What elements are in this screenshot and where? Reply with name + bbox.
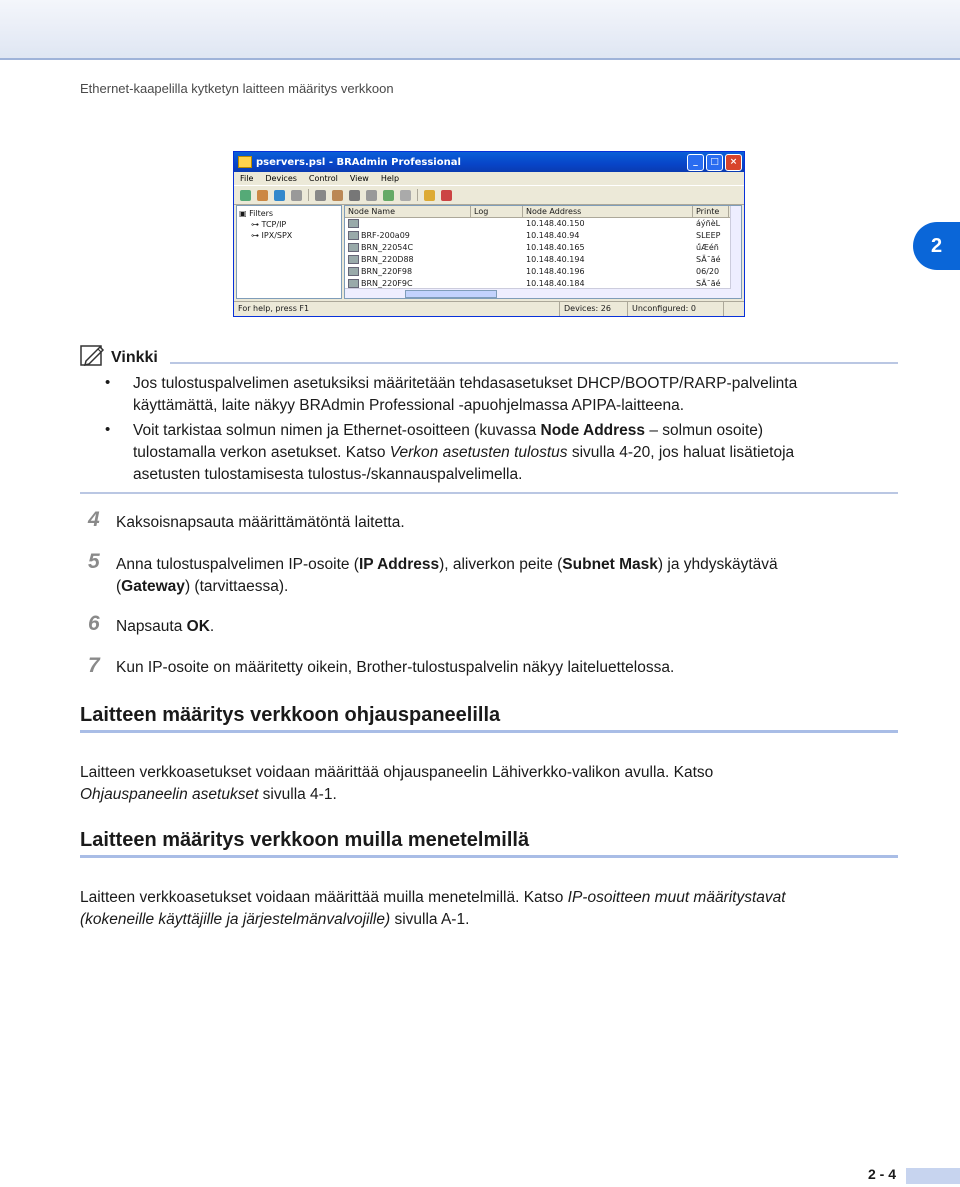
section-2-para-line-1: Laitteen verkkoasetukset voidaan määrittää muilla menetelmillä. Katso IP-osoitteen muut määritystavat bbox=[80, 889, 786, 906]
page-number-bar bbox=[906, 1168, 960, 1184]
section-2-para-line-2: (kokeneille käyttäjille ja järjestelmänvalvojille) sivulla A-1. bbox=[80, 911, 470, 928]
col-log: Log bbox=[471, 206, 523, 217]
about-icon bbox=[441, 190, 452, 201]
properties-icon bbox=[332, 190, 343, 201]
network-icon bbox=[400, 190, 411, 201]
link-ip-other-methods[interactable]: IP-osoitteen muut määritystavat bbox=[567, 889, 786, 906]
app-icon bbox=[238, 156, 252, 168]
section-rule bbox=[80, 730, 898, 733]
section-rule bbox=[80, 855, 898, 858]
tree-item-ipxspx: ⊶ IPX/SPX bbox=[251, 231, 293, 240]
menu-control: Control bbox=[308, 174, 338, 183]
menu-help: Help bbox=[380, 174, 400, 183]
printer-icon bbox=[348, 231, 359, 240]
step-number: 4 bbox=[88, 508, 100, 531]
section-heading-other-methods: Laitteen määritys verkkoon muilla menetelmillä bbox=[80, 829, 530, 851]
menu-devices: Devices bbox=[265, 174, 297, 183]
minimize-icon: _ bbox=[687, 154, 704, 171]
note-bullet-2-line-2: tulostamalla verkon asetukset. Katso Verkon asetusten tulostus sivulla 4-20, jos haluat lisätietoja bbox=[133, 444, 795, 461]
list-item: 10.148.40.150 áýñèL bbox=[345, 218, 741, 230]
note-bullet-2-line-1: Voit tarkistaa solmun nimen ja Ethernet-osoitteen (kuvassa Node Address – solmun osoite) bbox=[133, 422, 764, 439]
note-pencil-icon bbox=[80, 343, 106, 367]
link-ip-other-methods-cont[interactable]: (kokeneille käyttäjille ja järjestelmänvalvojille) bbox=[80, 911, 391, 928]
note-title: Vinkki bbox=[111, 349, 158, 366]
status-bar bbox=[234, 301, 744, 316]
upload-icon bbox=[383, 190, 394, 201]
chapter-tab: 2 bbox=[913, 222, 960, 270]
note-bullet-1-line-1: Jos tulostuspalvelimen asetuksiksi määritetään tehdasasetukset DHCP/BOOTP/RARP-palvelinta bbox=[133, 375, 798, 392]
bradmin-screenshot bbox=[233, 151, 745, 317]
list-item: BRN_22054C 10.148.40.165 ú̈Æéñ bbox=[345, 242, 741, 254]
printer-icon bbox=[348, 267, 359, 276]
printer-icon bbox=[348, 243, 359, 252]
close-icon: × bbox=[725, 154, 742, 171]
step-4-text: Kaksoisnapsauta määrittämätöntä laitetta. bbox=[116, 514, 405, 531]
tree-root: ▣ Filters bbox=[239, 209, 274, 218]
device-icon bbox=[349, 190, 360, 201]
printer-icon bbox=[291, 190, 302, 201]
list-item: BRN_220D88 10.148.40.194 SÄ¯ãé bbox=[345, 254, 741, 266]
section-1-para-line-1: Laitteen verkkoasetukset voidaan määrittää ohjauspaneelin Lähiverkko-valikon avulla. Katso bbox=[80, 764, 714, 781]
horizontal-scrollbar bbox=[345, 288, 731, 298]
bullet-dot: • bbox=[105, 421, 111, 438]
section-1-para-line-2: Ohjauspaneelin asetukset sivulla 4-1. bbox=[80, 786, 337, 803]
col-node-address: Node Address bbox=[523, 206, 693, 217]
section-heading-control-panel: Laitteen määritys verkkoon ohjauspaneelilla bbox=[80, 704, 501, 726]
printer-icon bbox=[348, 279, 359, 288]
step-number: 7 bbox=[88, 654, 100, 677]
note-bullet-1-line-2: käyttämättä, laite näkyy BRAdmin Professional -apuohjelmassa APIPA-laitteena. bbox=[133, 397, 685, 414]
col-printer: Printe bbox=[693, 206, 729, 217]
device-list bbox=[344, 205, 742, 299]
bullet-dot: • bbox=[105, 374, 111, 391]
window-titlebar bbox=[234, 152, 744, 172]
list-item: BRF-200a09 10.148.40.94 SLEEP bbox=[345, 230, 741, 242]
running-header: Ethernet-kaapelilla kytketyn laitteen määritys verkkoon bbox=[80, 81, 394, 96]
search-icon bbox=[257, 190, 268, 201]
window-title: pservers.psl - BRAdmin Professional bbox=[256, 156, 461, 168]
step-number: 6 bbox=[88, 612, 100, 635]
filter-icon bbox=[240, 190, 251, 201]
step-6-text: Napsauta OK. bbox=[116, 618, 215, 635]
list-item: BRN_220F98 10.148.40.196 06/20 bbox=[345, 266, 741, 278]
printer-icon bbox=[348, 255, 359, 264]
toolbar bbox=[234, 185, 744, 205]
note-end-rule bbox=[80, 492, 898, 494]
menu-view: View bbox=[349, 174, 369, 183]
link-network-settings-print[interactable]: Verkon asetusten tulostus bbox=[389, 444, 568, 461]
note-rule bbox=[170, 362, 898, 364]
step-5-line-2: (Gateway) (tarvittaessa). bbox=[116, 578, 289, 595]
vertical-scrollbar bbox=[730, 206, 741, 298]
menu-bar bbox=[234, 172, 744, 185]
status-devices: Devices: 26 bbox=[560, 302, 628, 316]
settings-icon bbox=[366, 190, 377, 201]
list-item: BRN_220F9C 10.148.40.184 SÄ¯ãé bbox=[345, 278, 741, 290]
tree-item-tcpip: ⊶ TCP/IP bbox=[251, 220, 287, 229]
step-7-text: Kun IP-osoite on määritetty oikein, Brother-tulostuspalvelin näkyy laiteluettelossa. bbox=[116, 659, 675, 676]
status-help: For help, press F1 bbox=[234, 302, 560, 316]
menu-file: File bbox=[240, 174, 254, 183]
window-panes bbox=[236, 205, 742, 299]
filter-tree bbox=[236, 205, 342, 299]
col-node-name: Node Name bbox=[345, 206, 471, 217]
step-number: 5 bbox=[88, 550, 100, 573]
help-icon bbox=[424, 190, 435, 201]
step-5-line-1: Anna tulostuspalvelimen IP-osoite (IP Address), aliverkon peite (Subnet Mask) ja yhdyskäytävä bbox=[116, 556, 778, 573]
refresh-icon bbox=[274, 190, 285, 201]
page-number: 2 - 4 bbox=[868, 1166, 897, 1182]
status-unconfigured: Unconfigured: 0 bbox=[628, 302, 724, 316]
printer-icon bbox=[348, 219, 359, 228]
link-control-panel-settings[interactable]: Ohjauspaneelin asetukset bbox=[80, 786, 259, 803]
list-header bbox=[345, 206, 741, 218]
config-icon bbox=[315, 190, 326, 201]
note-bullet-2-line-3: asetusten tulostamisesta tulostus-/skannauspalvelimella. bbox=[133, 466, 523, 483]
maximize-icon: □ bbox=[706, 154, 723, 171]
top-band bbox=[0, 0, 960, 60]
